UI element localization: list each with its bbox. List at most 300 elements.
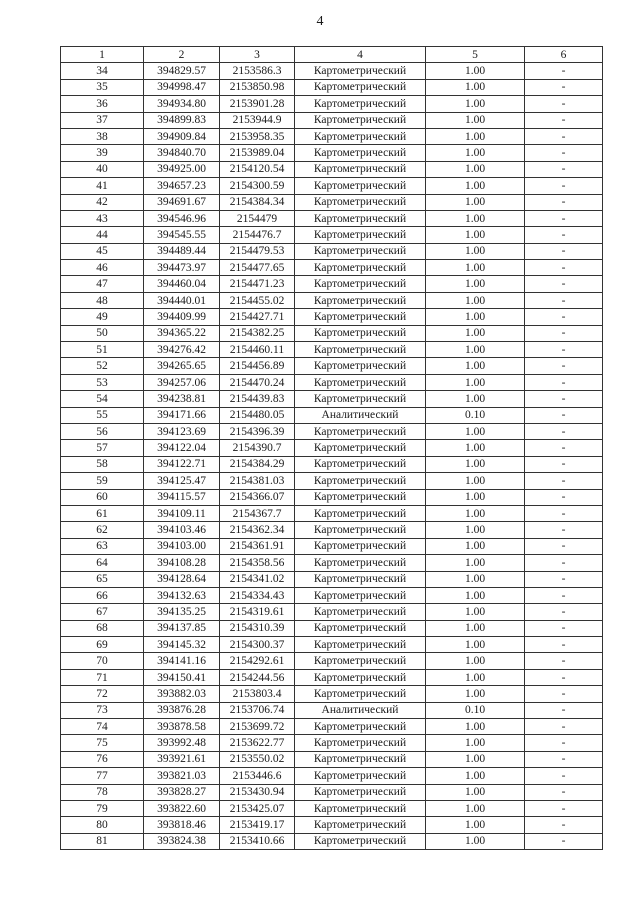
x-coordinate-cell: 394440.01 <box>144 292 220 308</box>
x-coordinate-cell: 393818.46 <box>144 817 220 833</box>
accuracy-cell: 1.00 <box>426 473 525 489</box>
method-cell: Картометрический <box>295 63 426 79</box>
accuracy-cell: 1.00 <box>426 538 525 554</box>
accuracy-cell: 1.00 <box>426 686 525 702</box>
accuracy-cell: 1.00 <box>426 620 525 636</box>
method-cell: Картометрический <box>295 145 426 161</box>
note-cell: - <box>525 604 603 620</box>
table-row <box>61 243 603 259</box>
y-coordinate-cell: 2154382.25 <box>220 325 295 341</box>
method-cell: Картометрический <box>295 489 426 505</box>
point-number-cell: 63 <box>61 538 144 554</box>
x-coordinate-cell: 394265.65 <box>144 358 220 374</box>
method-cell: Картометрический <box>295 817 426 833</box>
method-cell: Картометрический <box>295 473 426 489</box>
point-number-cell: 70 <box>61 653 144 669</box>
table-row <box>61 489 603 505</box>
method-cell: Картометрический <box>295 161 426 177</box>
note-cell: - <box>525 522 603 538</box>
y-coordinate-cell: 2154362.34 <box>220 522 295 538</box>
accuracy-cell: 1.00 <box>426 571 525 587</box>
y-coordinate-cell: 2154455.02 <box>220 292 295 308</box>
note-cell: - <box>525 456 603 472</box>
accuracy-cell: 1.00 <box>426 309 525 325</box>
point-number-cell: 77 <box>61 768 144 784</box>
y-coordinate-cell: 2153586.3 <box>220 63 295 79</box>
column-header-5: 5 <box>426 47 525 63</box>
x-coordinate-cell: 394125.47 <box>144 473 220 489</box>
method-cell: Картометрический <box>295 276 426 292</box>
table-row <box>61 309 603 325</box>
note-cell: - <box>525 194 603 210</box>
table-row <box>61 194 603 210</box>
method-cell: Картометрический <box>295 604 426 620</box>
note-cell: - <box>525 210 603 226</box>
table-row <box>61 538 603 554</box>
point-number-cell: 68 <box>61 620 144 636</box>
method-cell: Картометрический <box>295 358 426 374</box>
method-cell: Картометрический <box>295 325 426 341</box>
table-row <box>61 423 603 439</box>
accuracy-cell: 1.00 <box>426 260 525 276</box>
accuracy-cell: 1.00 <box>426 555 525 571</box>
table-row <box>61 342 603 358</box>
point-number-cell: 38 <box>61 128 144 144</box>
y-coordinate-cell: 2154479.53 <box>220 243 295 259</box>
point-number-cell: 41 <box>61 178 144 194</box>
y-coordinate-cell: 2154341.02 <box>220 571 295 587</box>
note-cell: - <box>525 374 603 390</box>
x-coordinate-cell: 394473.97 <box>144 260 220 276</box>
column-header-6: 6 <box>525 47 603 63</box>
y-coordinate-cell: 2154456.89 <box>220 358 295 374</box>
note-cell: - <box>525 669 603 685</box>
y-coordinate-cell: 2154476.7 <box>220 227 295 243</box>
table-row <box>61 653 603 669</box>
table-row <box>61 178 603 194</box>
y-coordinate-cell: 2154470.24 <box>220 374 295 390</box>
method-cell: Картометрический <box>295 456 426 472</box>
y-coordinate-cell: 2153699.72 <box>220 719 295 735</box>
accuracy-cell: 1.00 <box>426 243 525 259</box>
method-cell: Картометрический <box>295 79 426 95</box>
x-coordinate-cell: 394409.99 <box>144 309 220 325</box>
method-cell: Картометрический <box>295 292 426 308</box>
table-row <box>61 768 603 784</box>
x-coordinate-cell: 394109.11 <box>144 505 220 521</box>
y-coordinate-cell: 2153803.4 <box>220 686 295 702</box>
x-coordinate-cell: 394998.47 <box>144 79 220 95</box>
method-cell: Картометрический <box>295 833 426 849</box>
method-cell: Картометрический <box>295 260 426 276</box>
point-number-cell: 51 <box>61 342 144 358</box>
method-cell: Картометрический <box>295 423 426 439</box>
method-cell: Картометрический <box>295 210 426 226</box>
point-number-cell: 66 <box>61 587 144 603</box>
y-coordinate-cell: 2154300.37 <box>220 637 295 653</box>
point-number-cell: 44 <box>61 227 144 243</box>
accuracy-cell: 1.00 <box>426 63 525 79</box>
accuracy-cell: 1.00 <box>426 374 525 390</box>
method-cell: Картометрический <box>295 194 426 210</box>
header-row <box>61 47 603 63</box>
x-coordinate-cell: 394135.25 <box>144 604 220 620</box>
note-cell: - <box>525 587 603 603</box>
y-coordinate-cell: 2154439.83 <box>220 391 295 407</box>
method-cell: Картометрический <box>295 653 426 669</box>
accuracy-cell: 1.00 <box>426 276 525 292</box>
table-row <box>61 407 603 423</box>
accuracy-cell: 1.00 <box>426 719 525 735</box>
point-number-cell: 52 <box>61 358 144 374</box>
method-cell: Картометрический <box>295 440 426 456</box>
method-cell: Картометрический <box>295 768 426 784</box>
note-cell: - <box>525 817 603 833</box>
table-body <box>61 63 603 850</box>
point-number-cell: 81 <box>61 833 144 849</box>
table-row <box>61 505 603 521</box>
table-row <box>61 63 603 79</box>
y-coordinate-cell: 2153706.74 <box>220 702 295 718</box>
y-coordinate-cell: 2154319.61 <box>220 604 295 620</box>
point-number-cell: 58 <box>61 456 144 472</box>
note-cell: - <box>525 768 603 784</box>
accuracy-cell: 1.00 <box>426 227 525 243</box>
x-coordinate-cell: 393878.58 <box>144 719 220 735</box>
x-coordinate-cell: 394128.64 <box>144 571 220 587</box>
point-number-cell: 78 <box>61 784 144 800</box>
method-cell: Картометрический <box>295 522 426 538</box>
table-row <box>61 112 603 128</box>
table-row <box>61 325 603 341</box>
note-cell: - <box>525 79 603 95</box>
point-number-cell: 36 <box>61 96 144 112</box>
note-cell: - <box>525 751 603 767</box>
accuracy-cell: 0.10 <box>426 407 525 423</box>
x-coordinate-cell: 394489.44 <box>144 243 220 259</box>
x-coordinate-cell: 394925.00 <box>144 161 220 177</box>
y-coordinate-cell: 2153901.28 <box>220 96 295 112</box>
method-cell: Картометрический <box>295 637 426 653</box>
x-coordinate-cell: 394365.22 <box>144 325 220 341</box>
y-coordinate-cell: 2154300.59 <box>220 178 295 194</box>
note-cell: - <box>525 358 603 374</box>
point-number-cell: 62 <box>61 522 144 538</box>
point-number-cell: 65 <box>61 571 144 587</box>
note-cell: - <box>525 325 603 341</box>
y-coordinate-cell: 2154384.34 <box>220 194 295 210</box>
point-number-cell: 48 <box>61 292 144 308</box>
point-number-cell: 42 <box>61 194 144 210</box>
method-cell: Картометрический <box>295 735 426 751</box>
note-cell: - <box>525 391 603 407</box>
table-row <box>61 817 603 833</box>
note-cell: - <box>525 653 603 669</box>
accuracy-cell: 1.00 <box>426 653 525 669</box>
column-header-4: 4 <box>295 47 426 63</box>
point-number-cell: 55 <box>61 407 144 423</box>
point-number-cell: 73 <box>61 702 144 718</box>
page-number: 4 <box>316 14 324 29</box>
y-coordinate-cell: 2153550.02 <box>220 751 295 767</box>
table-row <box>61 587 603 603</box>
note-cell: - <box>525 276 603 292</box>
point-number-cell: 45 <box>61 243 144 259</box>
accuracy-cell: 1.00 <box>426 522 525 538</box>
method-cell: Картометрический <box>295 587 426 603</box>
table-row <box>61 161 603 177</box>
table-row <box>61 145 603 161</box>
accuracy-cell: 1.00 <box>426 112 525 128</box>
y-coordinate-cell: 2153419.17 <box>220 817 295 833</box>
table-row <box>61 620 603 636</box>
method-cell: Картометрический <box>295 538 426 554</box>
y-coordinate-cell: 2154480.05 <box>220 407 295 423</box>
point-number-cell: 75 <box>61 735 144 751</box>
note-cell: - <box>525 260 603 276</box>
point-number-cell: 56 <box>61 423 144 439</box>
y-coordinate-cell: 2154361.91 <box>220 538 295 554</box>
point-number-cell: 79 <box>61 800 144 816</box>
point-number-cell: 76 <box>61 751 144 767</box>
y-coordinate-cell: 2154120.54 <box>220 161 295 177</box>
accuracy-cell: 1.00 <box>426 669 525 685</box>
x-coordinate-cell: 394108.28 <box>144 555 220 571</box>
method-cell: Картометрический <box>295 719 426 735</box>
x-coordinate-cell: 393822.60 <box>144 800 220 816</box>
table-row <box>61 571 603 587</box>
note-cell: - <box>525 620 603 636</box>
y-coordinate-cell: 2153425.07 <box>220 800 295 816</box>
table-row <box>61 260 603 276</box>
accuracy-cell: 1.00 <box>426 440 525 456</box>
point-number-cell: 53 <box>61 374 144 390</box>
accuracy-cell: 1.00 <box>426 178 525 194</box>
y-coordinate-cell: 2154310.39 <box>220 620 295 636</box>
method-cell: Картометрический <box>295 309 426 325</box>
note-cell: - <box>525 309 603 325</box>
accuracy-cell: 1.00 <box>426 604 525 620</box>
accuracy-cell: 1.00 <box>426 325 525 341</box>
table-row <box>61 833 603 849</box>
x-coordinate-cell: 394257.06 <box>144 374 220 390</box>
note-cell: - <box>525 145 603 161</box>
note-cell: - <box>525 571 603 587</box>
x-coordinate-cell: 394103.46 <box>144 522 220 538</box>
x-coordinate-cell: 394546.96 <box>144 210 220 226</box>
accuracy-cell: 1.00 <box>426 489 525 505</box>
x-coordinate-cell: 394657.23 <box>144 178 220 194</box>
column-header-3: 3 <box>220 47 295 63</box>
table-row <box>61 358 603 374</box>
x-coordinate-cell: 393882.03 <box>144 686 220 702</box>
column-header-1: 1 <box>61 47 144 63</box>
method-cell: Картометрический <box>295 178 426 194</box>
table-row <box>61 374 603 390</box>
x-coordinate-cell: 394122.04 <box>144 440 220 456</box>
note-cell: - <box>525 161 603 177</box>
y-coordinate-cell: 2153446.6 <box>220 768 295 784</box>
y-coordinate-cell: 2154366.07 <box>220 489 295 505</box>
table-row <box>61 128 603 144</box>
point-number-cell: 74 <box>61 719 144 735</box>
note-cell: - <box>525 292 603 308</box>
accuracy-cell: 1.00 <box>426 768 525 784</box>
point-number-cell: 57 <box>61 440 144 456</box>
note-cell: - <box>525 342 603 358</box>
accuracy-cell: 1.00 <box>426 96 525 112</box>
table-row <box>61 751 603 767</box>
x-coordinate-cell: 394137.85 <box>144 620 220 636</box>
x-coordinate-cell: 394460.04 <box>144 276 220 292</box>
accuracy-cell: 1.00 <box>426 79 525 95</box>
accuracy-cell: 0.10 <box>426 702 525 718</box>
table-row <box>61 719 603 735</box>
table-row <box>61 456 603 472</box>
note-cell: - <box>525 735 603 751</box>
accuracy-cell: 1.00 <box>426 292 525 308</box>
coordinates-table <box>60 46 603 850</box>
accuracy-cell: 1.00 <box>426 128 525 144</box>
y-coordinate-cell: 2153958.35 <box>220 128 295 144</box>
method-cell: Картометрический <box>295 505 426 521</box>
note-cell: - <box>525 800 603 816</box>
method-cell: Картометрический <box>295 669 426 685</box>
method-cell: Картометрический <box>295 112 426 128</box>
table-row <box>61 800 603 816</box>
note-cell: - <box>525 112 603 128</box>
x-coordinate-cell: 394141.16 <box>144 653 220 669</box>
point-number-cell: 80 <box>61 817 144 833</box>
point-number-cell: 40 <box>61 161 144 177</box>
table-row <box>61 391 603 407</box>
accuracy-cell: 1.00 <box>426 423 525 439</box>
method-cell: Картометрический <box>295 374 426 390</box>
y-coordinate-cell: 2153622.77 <box>220 735 295 751</box>
note-cell: - <box>525 440 603 456</box>
method-cell: Аналитический <box>295 407 426 423</box>
method-cell: Картометрический <box>295 571 426 587</box>
note-cell: - <box>525 128 603 144</box>
method-cell: Картометрический <box>295 128 426 144</box>
table-row <box>61 784 603 800</box>
table-row <box>61 227 603 243</box>
table-row <box>61 555 603 571</box>
accuracy-cell: 1.00 <box>426 456 525 472</box>
note-cell: - <box>525 784 603 800</box>
table-row <box>61 735 603 751</box>
accuracy-cell: 1.00 <box>426 817 525 833</box>
method-cell: Картометрический <box>295 800 426 816</box>
accuracy-cell: 1.00 <box>426 751 525 767</box>
method-cell: Картометрический <box>295 686 426 702</box>
y-coordinate-cell: 2154390.7 <box>220 440 295 456</box>
y-coordinate-cell: 2153430.94 <box>220 784 295 800</box>
table-row <box>61 79 603 95</box>
point-number-cell: 64 <box>61 555 144 571</box>
method-cell: Аналитический <box>295 702 426 718</box>
note-cell: - <box>525 489 603 505</box>
table-row <box>61 276 603 292</box>
x-coordinate-cell: 393828.27 <box>144 784 220 800</box>
y-coordinate-cell: 2154358.56 <box>220 555 295 571</box>
table-row <box>61 702 603 718</box>
y-coordinate-cell: 2154396.39 <box>220 423 295 439</box>
point-number-cell: 49 <box>61 309 144 325</box>
y-coordinate-cell: 2154427.71 <box>220 309 295 325</box>
note-cell: - <box>525 555 603 571</box>
note-cell: - <box>525 96 603 112</box>
x-coordinate-cell: 394899.83 <box>144 112 220 128</box>
x-coordinate-cell: 394103.00 <box>144 538 220 554</box>
x-coordinate-cell: 394545.55 <box>144 227 220 243</box>
point-number-cell: 54 <box>61 391 144 407</box>
accuracy-cell: 1.00 <box>426 587 525 603</box>
note-cell: - <box>525 505 603 521</box>
accuracy-cell: 1.00 <box>426 194 525 210</box>
x-coordinate-cell: 393821.03 <box>144 768 220 784</box>
note-cell: - <box>525 702 603 718</box>
x-coordinate-cell: 394276.42 <box>144 342 220 358</box>
y-coordinate-cell: 2154367.7 <box>220 505 295 521</box>
y-coordinate-cell: 2153850.98 <box>220 79 295 95</box>
note-cell: - <box>525 243 603 259</box>
x-coordinate-cell: 394150.41 <box>144 669 220 685</box>
note-cell: - <box>525 227 603 243</box>
table-row <box>61 604 603 620</box>
note-cell: - <box>525 407 603 423</box>
table-row <box>61 669 603 685</box>
y-coordinate-cell: 2154460.11 <box>220 342 295 358</box>
note-cell: - <box>525 719 603 735</box>
point-number-cell: 34 <box>61 63 144 79</box>
note-cell: - <box>525 63 603 79</box>
point-number-cell: 60 <box>61 489 144 505</box>
accuracy-cell: 1.00 <box>426 342 525 358</box>
note-cell: - <box>525 637 603 653</box>
accuracy-cell: 1.00 <box>426 833 525 849</box>
accuracy-cell: 1.00 <box>426 505 525 521</box>
table-row <box>61 96 603 112</box>
accuracy-cell: 1.00 <box>426 637 525 653</box>
point-number-cell: 69 <box>61 637 144 653</box>
x-coordinate-cell: 394840.70 <box>144 145 220 161</box>
y-coordinate-cell: 2154471.23 <box>220 276 295 292</box>
point-number-cell: 39 <box>61 145 144 161</box>
accuracy-cell: 1.00 <box>426 391 525 407</box>
point-number-cell: 59 <box>61 473 144 489</box>
point-number-cell: 50 <box>61 325 144 341</box>
x-coordinate-cell: 394115.57 <box>144 489 220 505</box>
point-number-cell: 47 <box>61 276 144 292</box>
point-number-cell: 72 <box>61 686 144 702</box>
point-number-cell: 61 <box>61 505 144 521</box>
method-cell: Картометрический <box>295 751 426 767</box>
method-cell: Картометрический <box>295 243 426 259</box>
y-coordinate-cell: 2153410.66 <box>220 833 295 849</box>
method-cell: Картометрический <box>295 784 426 800</box>
y-coordinate-cell: 2154244.56 <box>220 669 295 685</box>
x-coordinate-cell: 393824.38 <box>144 833 220 849</box>
y-coordinate-cell: 2153944.9 <box>220 112 295 128</box>
table-row <box>61 522 603 538</box>
note-cell: - <box>525 178 603 194</box>
accuracy-cell: 1.00 <box>426 161 525 177</box>
table-row <box>61 210 603 226</box>
point-number-cell: 71 <box>61 669 144 685</box>
accuracy-cell: 1.00 <box>426 800 525 816</box>
x-coordinate-cell: 393992.48 <box>144 735 220 751</box>
